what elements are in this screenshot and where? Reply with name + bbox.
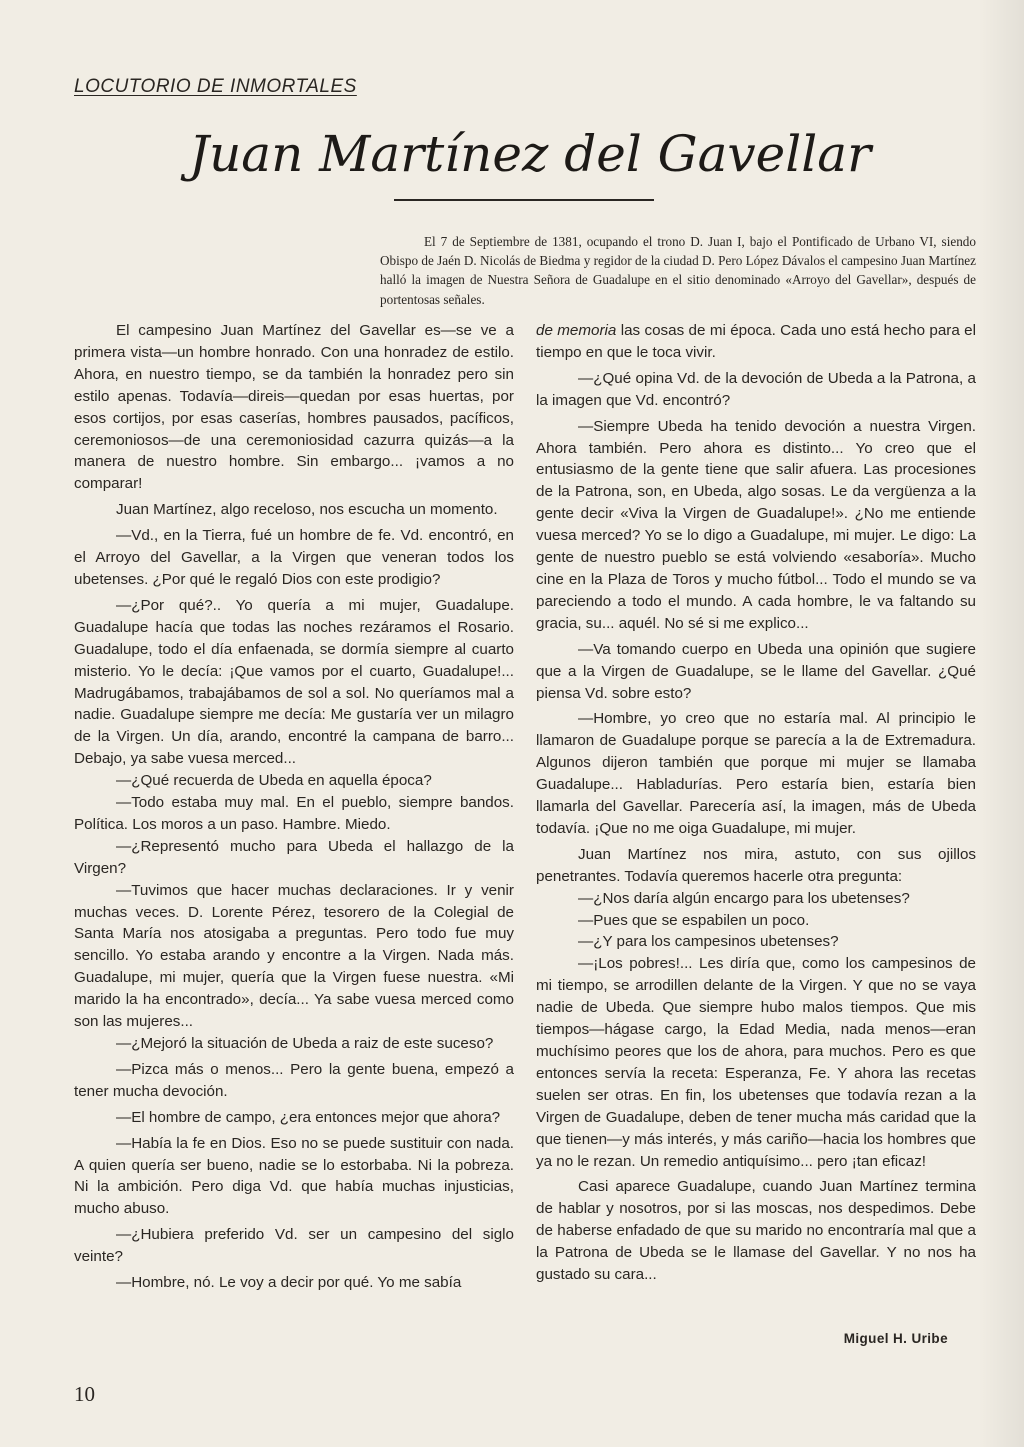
paragraph: —Tuvimos que hacer muchas declaraciones. Ir y venir muchas veces. D. Lorente Pérez, tesorero de la Colegial de Santa María nos atosigaba a preguntas. Pero todo fue muy sencillo. Yo estaba arando y encontre a la Virgen. Nada más. Guadalupe, mi mujer, quería que la Virgen fuese nuestra. «Mi marido la ha encontrado», decía... Ya sabe vuesa merced como son las mujeres... (74, 881, 514, 1031)
paragraph: —Había la fe en Dios. Eso no se puede sustituir con nada. A quien quería ser bueno, nadie se lo estorbaba. Ni la pobreza. Ni la ambición. Pero diga Vd. que había muchas injusticias, mucho abuso. (74, 1134, 514, 1218)
right-column (536, 320, 976, 1286)
paragraph: Casi aparece Guadalupe, cuando Juan Martínez termina de hablar y nosotros, por si las moscas, nos despedimos. Debe de haberse enfadado de que su marido no encontraría mal que a la Patrona de Ubeda se le llamase del Gavellar. Y no nos ha gustado su cara... (536, 1178, 976, 1284)
paragraph: —Pues que se espabilen un poco. (578, 911, 810, 929)
paragraph: —¿Por qué?.. Yo quería a mi mujer, Guadalupe. Guadalupe hacía que todas las noches rezáramos el Rosario. Guadalupe, todo el día enfaenada, se dormía siempre al cuarto misterio. Yo le decía: ¡Que vamos por el cuarto, Guadalupe!... Madrugábamos, trabajábamos de sol a sol. No queríamos mal a nadie. Guadalupe siempre me decía: Me gustaría ver un milagro de la Virgen. Un día, arando, encontré la campana de barro... Debajo, ya sabe vuesa merced... (74, 596, 514, 768)
paragraph: —¿Representó mucho para Ubeda el hallazgo de la Virgen? (74, 837, 514, 877)
paragraph: —Vd., en la Tierra, fué un hombre de fe. Vd. encontró, en el Arroyo del Gavellar, a la Virgen que veneran todos los ubetenses. ¿Por qué le regaló Dios con este prodigio? (74, 527, 514, 588)
title-divider (394, 199, 654, 201)
paragraph: —¡Los pobres!... Les diría que, como los campesinos de mi tiempo, se arrodillen delante de la Virgen. Y que no se vaya nadie de Ubeda. Que siempre hubo malos tiempos. Que mis tiempos—hágase cargo, la Edad Media, nada menos—eran muchísimo peores que los de ahora, para muchos. Pero es que entonces servía la receta: Esperanza, Fe. Y ahora las recetas suelen ser otras. En fin, los ubetenses que todavía rezan a la Virgen de Guadalupe, deben de tener mucha más caridad que la que tienen—y más interés, y más cariño—hacia los hombres que ya no le rezan. Un remedio antiquísimo... pero ¡tan eficaz! (536, 955, 976, 1170)
paragraph: El campesino Juan Martínez del Gavellar es—se ve a primera vista—un hombre honrado. Con una honradez de estilo. Ahora, en nuestro tiempo, se da también la honradez pero sin estilo apenas. Todavía—direis—quedan por esas huertas, por esos cortijos, por esas caserías, hombres pausados, pacíficos, ceremoniosos—de una ceremoniosidad cazurra quizás—a la manera de nuestro hombre. Sin embargo... ¡vamos a no comparar! (74, 322, 514, 493)
paragraph: —Pizca más o menos... Pero la gente buena, empezó a tener mucha devoción. (74, 1060, 514, 1100)
left-column (74, 320, 514, 1294)
paragraph: —¿Qué opina Vd. de la devoción de Ubeda a la Patrona, a la imagen que Vd. encontró? (536, 369, 976, 409)
paragraph: —¿Y para los campesinos ubetenses? (578, 933, 839, 951)
author-signature: Miguel H. Uribe (843, 1331, 948, 1346)
paragraph: —Va tomando cuerpo en Ubeda una opinión que sugiere que a la Virgen de Guadalupe, se le llame del Gavellar. ¿Qué piensa Vd. sobre esto? (536, 640, 976, 702)
section-label: LOCUTORIO DE INMORTALES (74, 76, 357, 97)
paragraph: Juan Martínez, algo receloso, nos escucha un momento. (116, 501, 498, 519)
paragraph: —¿Qué recuerda de Ubeda en aquella época? (116, 772, 432, 790)
paragraph: —El hombre de campo, ¿era entonces mejor que ahora? (116, 1108, 501, 1126)
paragraph: —Hombre, nó. Le voy a decir por qué. Yo me sabía (116, 1274, 462, 1292)
page-number: 10 (74, 1382, 95, 1406)
continuation-text: las cosas de mi época. Cada uno está hecho para el tiempo en que le toca vivir. (536, 322, 976, 361)
article-title: Juan Martínez del Gavellar (189, 125, 871, 183)
paragraph: —Todo estaba muy mal. En el pueblo, siempre bandos. Política. Los moros a un paso. Hambre. Miedo. (74, 794, 514, 833)
paragraph: —Hombre, yo creo que no estaría mal. Al principio le llamaron de Guadalupe porque se parecía a la de Extremadura. Algunos dijeron también que porque mi mujer se llamaba Guadalupe... Habladurías. Pero estaría bien, estaría bien llamarla del Gavellar. Parecería así, la imagen, más de Ubeda todavía. ¡Que no me oiga Guadalupe, mi mujer. (536, 710, 976, 837)
paragraph: —¿Mejoró la situación de Ubeda a raiz de este suceso? (116, 1035, 494, 1052)
page-edge-shadow (978, 0, 1024, 1447)
paragraph-continuation (536, 320, 976, 364)
paragraph: Juan Martínez nos mira, astuto, con sus ojillos penetrantes. Todavía queremos hacerle otra pregunta: (536, 845, 976, 885)
paragraph: —¿Hubiera preferido Vd. ser un campesino del siglo veinte? (74, 1226, 514, 1266)
italic-lead: de memoria (536, 322, 617, 339)
paragraph: —Siempre Ubeda ha tenido devoción a nuestra Virgen. Ahora también. Pero ahora es distinto... Yo creo que el entusiasmo de la gente tiene que salir afuera. Las procesiones de la Patrona, son, en Ubeda, algo sosas. Le da vergüenza a la gente decir «Viva la Virgen de Guadalupe!». ¿No me entiende vuesa merced? Yo se lo digo a Guadalupe, mi mujer. Le digo: La gente de nuestro pueblo se está volviendo «esaboría». Mucho cine en la Plaza de Toros y mucho fútbol... Todo el mundo se va pareciendo a todo el mundo. A cada hombre, le va faltando su gracia, su... aquél. No sé si me explico... (536, 417, 976, 632)
paragraph: —¿Nos daría algún encargo para los ubetenses? (578, 889, 910, 907)
intro-paragraph: El 7 de Septiembre de 1381, ocupando el trono D. Juan I, bajo el Pontificado de Urbano VI, siendo Obispo de Jaén D. Nicolás de Biedma y regidor de la ciudad D. Pero López Dávalos el campesino Juan Martínez halló la imagen de Nuestra Señora de Guadalupe en el sitio denominado «Arroyo del Gavellar», después de portentosas señales. (380, 234, 976, 307)
